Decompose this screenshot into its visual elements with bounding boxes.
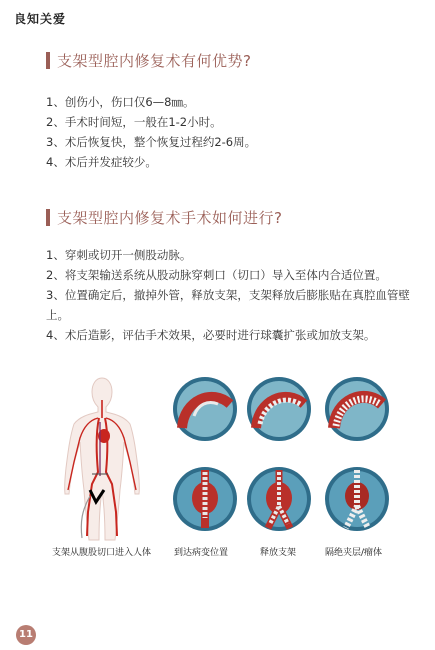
- list-item: 1、创伤小，伤口仅6—8㎜。: [46, 95, 195, 109]
- figure-caption: 支架从腹股切口进入人体: [52, 548, 152, 558]
- aortic-arch-image-3: [324, 376, 390, 442]
- list-item: 3、位置确定后，撤掉外管，释放支架，支架释放后膨胀贴在真腔血管壁上。: [46, 288, 410, 322]
- figure-caption: 隔绝夹层/瘤体: [325, 548, 383, 558]
- section1-heading: [46, 50, 251, 71]
- list-item: 2、将支架输送系统从股动脉穿刺口（切口）导入至体内合适位置。: [46, 268, 387, 282]
- list-item: 3、术后恢复快，整个恢复过程约2-6周。: [46, 135, 257, 149]
- list-item: 4、术后造影，评估手术效果，必要时进行球囊扩张或加放支架。: [46, 328, 376, 342]
- figure-caption: 到达病变位置: [174, 548, 229, 558]
- heading-accent-bar: [46, 209, 50, 226]
- section2-heading: [46, 207, 282, 228]
- list-item: 4、术后并发症较少。: [46, 155, 157, 169]
- list-item: 2、手术时间短，一般在1-2小时。: [46, 115, 222, 129]
- section1-list: [46, 92, 416, 172]
- section2-list: [46, 245, 416, 345]
- aortic-arch-image-1: [172, 376, 238, 442]
- section2-title: 支架型腔内修复术手术如何进行?: [57, 209, 283, 227]
- brand-header: 良知关爱: [14, 12, 67, 26]
- heading-accent-bar: [46, 52, 50, 69]
- section1-title: 支架型腔内修复术有何优势?: [57, 52, 252, 70]
- aortic-arch-image-2: [246, 376, 312, 442]
- body-vascular-illustration: [52, 372, 152, 542]
- page-number-badge: 11: [16, 625, 36, 645]
- aneurysm-stent-image-3: [324, 466, 390, 532]
- figure-caption: 释放支架: [260, 548, 297, 558]
- aneurysm-stent-image-1: [172, 466, 238, 532]
- aneurysm-stent-image-2: [246, 466, 312, 532]
- list-item: 1、穿刺或切开一侧股动脉。: [46, 248, 192, 262]
